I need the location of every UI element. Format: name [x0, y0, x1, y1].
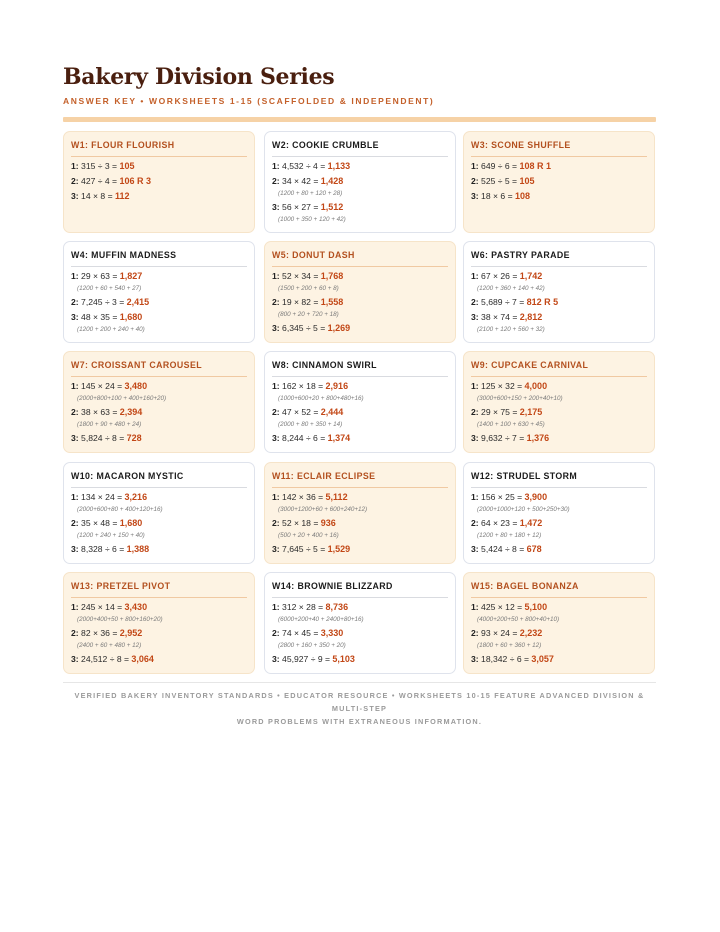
page-title: Bakery Division Series [63, 64, 335, 90]
problem-number: 2: [272, 518, 280, 528]
problem-list [471, 271, 647, 334]
problem-expression: 93 × 24 = [481, 628, 518, 638]
problem-answer: 2,444 [320, 407, 344, 417]
problem-expression: 45,927 ÷ 9 = [282, 654, 331, 664]
problem-expression: 5,424 ÷ 8 = [481, 544, 525, 554]
problem-row [471, 297, 647, 308]
problem-number: 1: [71, 381, 79, 391]
problem-number: 2: [471, 176, 479, 186]
problem-expression: 5,824 ÷ 8 = [81, 433, 125, 443]
problem-answer: 2,394 [119, 407, 143, 417]
problem-expression: 4,532 ÷ 4 = [282, 161, 326, 171]
partial-products-hint: (2400 + 60 + 480 + 12) [77, 642, 142, 649]
problem-row [71, 518, 247, 529]
problem-number: 2: [71, 628, 79, 638]
problem-number: 3: [71, 654, 79, 664]
worksheet-card [264, 131, 456, 233]
worksheet-title: W4: MUFFIN MADNESS [71, 249, 247, 267]
problem-expression: 7,645 ÷ 5 = [282, 544, 326, 554]
problem-answer: 1,558 [320, 297, 344, 307]
problem-answer: 1,428 [320, 176, 344, 186]
problem-number: 2: [71, 518, 79, 528]
problem-expression: 74 × 45 = [282, 628, 319, 638]
problem-number: 1: [71, 161, 79, 171]
problem-row [471, 407, 647, 418]
partial-products-hint: (1200 + 80 + 120 + 28) [278, 190, 343, 197]
problem-number: 3: [71, 312, 79, 322]
problem-number: 2: [272, 297, 280, 307]
problem-answer: 1,529 [327, 544, 351, 554]
problem-number: 1: [471, 492, 479, 502]
worksheet-title: W7: CROISSANT CAROUSEL [71, 359, 247, 377]
worksheet-card [463, 131, 655, 233]
problem-expression: 82 × 36 = [81, 628, 118, 638]
problem-answer: 2,415 [126, 297, 150, 307]
problem-row [272, 433, 448, 444]
problem-number: 2: [272, 628, 280, 638]
problem-expression: 427 ÷ 4 = [81, 176, 118, 186]
worksheet-title: W3: SCONE SHUFFLE [471, 139, 647, 157]
problem-number: 3: [471, 433, 479, 443]
problem-expression: 52 × 34 = [282, 271, 319, 281]
partial-products-hint: (1500 + 200 + 60 + 8) [278, 285, 339, 292]
partial-products-hint: (4000+200+50 + 800+40+10) [477, 616, 560, 623]
worksheet-title: W10: MACARON MYSTIC [71, 470, 247, 488]
worksheet-title: W5: DONUT DASH [272, 249, 448, 267]
problem-list [471, 492, 647, 555]
problem-list [471, 602, 647, 665]
partial-products-hint: (2800 + 160 + 350 + 20) [278, 642, 346, 649]
page-subtitle: ANSWER KEY • WORKSHEETS 1-15 (SCAFFOLDED & INDEPENDENT) [63, 96, 435, 106]
problem-row [71, 191, 247, 202]
problem-answer: 1,827 [119, 271, 143, 281]
problem-answer: 4,000 [524, 381, 548, 391]
worksheet-title: W2: COOKIE CRUMBLE [272, 139, 448, 157]
problem-expression: 142 × 36 = [282, 492, 324, 502]
worksheet-card [63, 351, 255, 453]
problem-answer: 106 R 3 [119, 176, 151, 186]
problem-expression: 162 × 18 = [282, 381, 324, 391]
problem-expression: 67 × 26 = [481, 271, 518, 281]
problem-expression: 9,632 ÷ 7 = [481, 433, 525, 443]
problem-answer: 1,133 [327, 161, 351, 171]
problem-number: 1: [272, 381, 280, 391]
problem-number: 3: [272, 433, 280, 443]
problem-number: 3: [471, 544, 479, 554]
problem-number: 2: [71, 407, 79, 417]
problem-answer: 1,376 [526, 433, 550, 443]
problem-row [471, 628, 647, 639]
problem-row [71, 433, 247, 444]
worksheet-title: W12: STRUDEL STORM [471, 470, 647, 488]
problem-row [272, 654, 448, 665]
problem-answer: 5,112 [325, 492, 348, 502]
worksheet-card [264, 572, 456, 674]
problem-list [71, 381, 247, 444]
problem-list [71, 161, 247, 202]
footer-line-2: WORD PROBLEMS WITH EXTRANEOUS INFORMATION. [236, 717, 483, 726]
partial-products-hint: (6000+200+40 + 2400+80+16) [278, 616, 364, 623]
problem-answer: 3,330 [320, 628, 344, 638]
worksheet-title: W13: PRETZEL PIVOT [71, 580, 247, 598]
partial-products-hint: (1200 + 360 + 140 + 42) [477, 285, 545, 292]
problem-expression: 47 × 52 = [282, 407, 319, 417]
problem-expression: 18 × 6 = [481, 191, 513, 201]
problem-row [71, 161, 247, 172]
problem-list [272, 161, 448, 224]
problem-answer: 936 [320, 518, 336, 528]
problem-answer: 1,512 [320, 202, 344, 212]
partial-products-hint: (2000+800+100 + 400+160+20) [77, 395, 167, 402]
worksheet-title: W1: FLOUR FLOURISH [71, 139, 247, 157]
problem-answer: 2,952 [119, 628, 143, 638]
problem-answer: 2,175 [519, 407, 543, 417]
footer-note [63, 682, 656, 728]
problem-number: 2: [272, 176, 280, 186]
problem-answer: 812 R 5 [526, 297, 559, 307]
problem-row [71, 544, 247, 555]
problem-row [272, 628, 448, 639]
problem-answer: 1,742 [519, 271, 543, 281]
problem-number: 1: [471, 602, 479, 612]
problem-row [272, 202, 448, 213]
problem-expression: 145 × 24 = [81, 381, 123, 391]
problem-list [471, 381, 647, 444]
problem-answer: 108 R 1 [519, 161, 551, 171]
problem-expression: 156 × 25 = [481, 492, 523, 502]
partial-products-hint: (1800 + 60 + 360 + 12) [477, 642, 542, 649]
problem-number: 2: [272, 407, 280, 417]
worksheet-title: W8: CINNAMON SWIRL [272, 359, 448, 377]
problem-number: 2: [471, 518, 479, 528]
problem-expression: 52 × 18 = [282, 518, 319, 528]
problem-expression: 35 × 48 = [81, 518, 118, 528]
problem-answer: 105 [519, 176, 535, 186]
worksheet-card [463, 462, 655, 564]
problem-answer: 3,216 [124, 492, 148, 502]
problem-row [272, 407, 448, 418]
partial-products-hint: (500 + 20 + 400 + 16) [278, 532, 339, 539]
problem-number: 1: [272, 492, 280, 502]
problem-number: 3: [471, 191, 479, 201]
problem-row [272, 176, 448, 187]
partial-products-hint: (1200 + 240 + 150 + 40) [77, 532, 145, 539]
problem-answer: 2,916 [325, 381, 349, 391]
problem-answer: 3,900 [524, 492, 548, 502]
problem-row [71, 492, 247, 503]
problem-number: 1: [471, 381, 479, 391]
problem-answer: 5,103 [332, 654, 355, 664]
problem-row [272, 297, 448, 308]
problem-answer: 1,374 [327, 433, 351, 443]
problem-row [272, 323, 448, 334]
problem-expression: 8,328 ÷ 6 = [81, 544, 125, 554]
problem-row [71, 271, 247, 282]
problem-number: 3: [272, 654, 280, 664]
problem-number: 1: [71, 602, 79, 612]
problem-answer: 3,064 [131, 654, 154, 664]
problem-row [272, 602, 448, 613]
problem-answer: 3,430 [124, 602, 148, 612]
problem-number: 3: [71, 544, 79, 554]
problem-row [272, 381, 448, 392]
problem-expression: 34 × 42 = [282, 176, 319, 186]
problem-answer: 1,768 [320, 271, 344, 281]
problem-number: 1: [71, 492, 79, 502]
partial-products-hint: (1000 + 350 + 120 + 42) [278, 216, 346, 223]
problem-list [471, 161, 647, 202]
footer-line-1: VERIFIED BAKERY INVENTORY STANDARDS • EDUCATOR RESOURCE • WORKSHEETS 10-15 FEATURE ADVANCED DIVISION & MULTI-STEP [74, 691, 645, 713]
answer-key-page [63, 62, 656, 676]
problem-expression: 29 × 75 = [481, 407, 518, 417]
worksheet-card [63, 462, 255, 564]
problem-list [272, 492, 448, 555]
problem-expression: 18,342 ÷ 6 = [481, 654, 530, 664]
problem-expression: 525 ÷ 5 = [481, 176, 518, 186]
problem-row [471, 271, 647, 282]
problem-answer: 1,472 [519, 518, 543, 528]
problem-number: 3: [71, 433, 79, 443]
partial-products-hint: (800 + 20 + 720 + 18) [278, 311, 339, 318]
partial-products-hint: (1200 + 200 + 240 + 40) [77, 326, 145, 333]
worksheet-card [63, 131, 255, 233]
worksheet-title: W6: PASTRY PARADE [471, 249, 647, 267]
partial-products-hint: (2000+1000+120 + 500+250+30) [477, 506, 570, 513]
problem-expression: 5,689 ÷ 7 = [481, 297, 525, 307]
problem-row [471, 312, 647, 323]
problem-answer: 3,057 [531, 654, 554, 664]
problem-row [471, 191, 647, 202]
problem-answer: 1,680 [119, 518, 143, 528]
problem-list [272, 381, 448, 444]
partial-products-hint: (1400 + 100 + 630 + 45) [477, 421, 545, 428]
problem-row [471, 492, 647, 503]
problem-row [272, 518, 448, 529]
worksheet-grid [63, 131, 656, 676]
problem-number: 1: [272, 271, 280, 281]
problem-expression: 7,245 ÷ 3 = [81, 297, 125, 307]
problem-number: 1: [471, 161, 479, 171]
problem-row [71, 297, 247, 308]
problem-expression: 29 × 63 = [81, 271, 118, 281]
worksheet-title: W14: BROWNIE BLIZZARD [272, 580, 448, 598]
problem-row [272, 492, 448, 503]
problem-expression: 425 × 12 = [481, 602, 523, 612]
problem-row [71, 602, 247, 613]
partial-products-hint: (2000+400+50 + 800+160+20) [77, 616, 163, 623]
problem-row [471, 433, 647, 444]
problem-expression: 315 ÷ 3 = [81, 161, 118, 171]
problem-number: 1: [71, 271, 79, 281]
problem-row [272, 544, 448, 555]
problem-answer: 2,812 [519, 312, 543, 322]
problem-row [471, 176, 647, 187]
problem-answer: 2,232 [519, 628, 543, 638]
partial-products-hint: (2100 + 120 + 560 + 32) [477, 326, 545, 333]
worksheet-card [63, 572, 255, 674]
problem-row [471, 518, 647, 529]
problem-expression: 245 × 14 = [81, 602, 123, 612]
problem-number: 2: [471, 297, 479, 307]
problem-answer: 728 [126, 433, 142, 443]
problem-row [71, 628, 247, 639]
problem-expression: 6,345 ÷ 5 = [282, 323, 326, 333]
problem-list [71, 602, 247, 665]
problem-answer: 1,388 [126, 544, 150, 554]
problem-expression: 38 × 63 = [81, 407, 118, 417]
problem-list [272, 602, 448, 665]
partial-products-hint: (1000+600+20 + 800+480+16) [278, 395, 364, 402]
problem-answer: 108 [514, 191, 531, 201]
problem-expression: 19 × 82 = [282, 297, 319, 307]
problem-row [471, 161, 647, 172]
problem-expression: 38 × 74 = [481, 312, 518, 322]
problem-number: 1: [272, 161, 280, 171]
problem-answer: 1,269 [327, 323, 351, 333]
problem-number: 2: [471, 407, 479, 417]
worksheet-title: W15: BAGEL BONANZA [471, 580, 647, 598]
problem-number: 1: [272, 602, 280, 612]
problem-row [272, 271, 448, 282]
problem-number: 1: [471, 271, 479, 281]
worksheet-card [264, 241, 456, 343]
problem-expression: 125 × 32 = [481, 381, 523, 391]
partial-products-hint: (3000+600+150 + 200+40+10) [477, 395, 563, 402]
worksheet-title: W9: CUPCAKE CARNIVAL [471, 359, 647, 377]
problem-answer: 1,680 [119, 312, 143, 322]
problem-expression: 14 × 8 = [81, 191, 113, 201]
partial-products-hint: (2000+600+80 + 400+120+16) [77, 506, 163, 513]
partial-products-hint: (2000 + 80 + 350 + 14) [278, 421, 343, 428]
worksheet-title: W11: ECLAIR ECLIPSE [272, 470, 448, 488]
problem-number: 3: [471, 312, 479, 322]
problem-answer: 3,480 [124, 381, 148, 391]
problem-row [471, 381, 647, 392]
worksheet-card [463, 572, 655, 674]
problem-row [272, 161, 448, 172]
problem-number: 3: [71, 191, 79, 201]
problem-row [471, 602, 647, 613]
problem-expression: 649 ÷ 6 = [481, 161, 518, 171]
problem-row [71, 176, 247, 187]
problem-expression: 8,244 ÷ 6 = [282, 433, 326, 443]
problem-number: 3: [272, 323, 280, 333]
partial-products-hint: (1200 + 80 + 180 + 12) [477, 532, 542, 539]
header-divider [63, 117, 656, 122]
problem-list [71, 492, 247, 555]
problem-number: 2: [71, 176, 79, 186]
problem-number: 2: [471, 628, 479, 638]
problem-answer: 105 [119, 161, 135, 171]
problem-expression: 312 × 28 = [282, 602, 324, 612]
problem-row [71, 381, 247, 392]
worksheet-card [264, 462, 456, 564]
problem-number: 3: [272, 544, 280, 554]
problem-expression: 48 × 35 = [81, 312, 118, 322]
problem-answer: 5,100 [524, 602, 548, 612]
problem-list [272, 271, 448, 334]
problem-list [71, 271, 247, 334]
problem-answer: 8,736 [325, 602, 349, 612]
problem-row [471, 544, 647, 555]
partial-products-hint: (1200 + 60 + 540 + 27) [77, 285, 142, 292]
problem-number: 2: [71, 297, 79, 307]
partial-products-hint: (3000+1200+60 + 600+240+12) [278, 506, 368, 513]
problem-expression: 64 × 23 = [481, 518, 518, 528]
worksheet-card [264, 351, 456, 453]
worksheet-card [63, 241, 255, 343]
worksheet-card [463, 351, 655, 453]
problem-number: 3: [272, 202, 280, 212]
partial-products-hint: (1800 + 90 + 480 + 24) [77, 421, 142, 428]
problem-answer: 678 [526, 544, 542, 554]
worksheet-card [463, 241, 655, 343]
problem-row [71, 654, 247, 665]
problem-answer: 112 [114, 191, 130, 201]
problem-row [71, 407, 247, 418]
problem-number: 3: [471, 654, 479, 664]
problem-expression: 56 × 27 = [282, 202, 319, 212]
problem-expression: 24,512 ÷ 8 = [81, 654, 130, 664]
problem-expression: 134 × 24 = [81, 492, 123, 502]
problem-row [471, 654, 647, 665]
problem-row [71, 312, 247, 323]
